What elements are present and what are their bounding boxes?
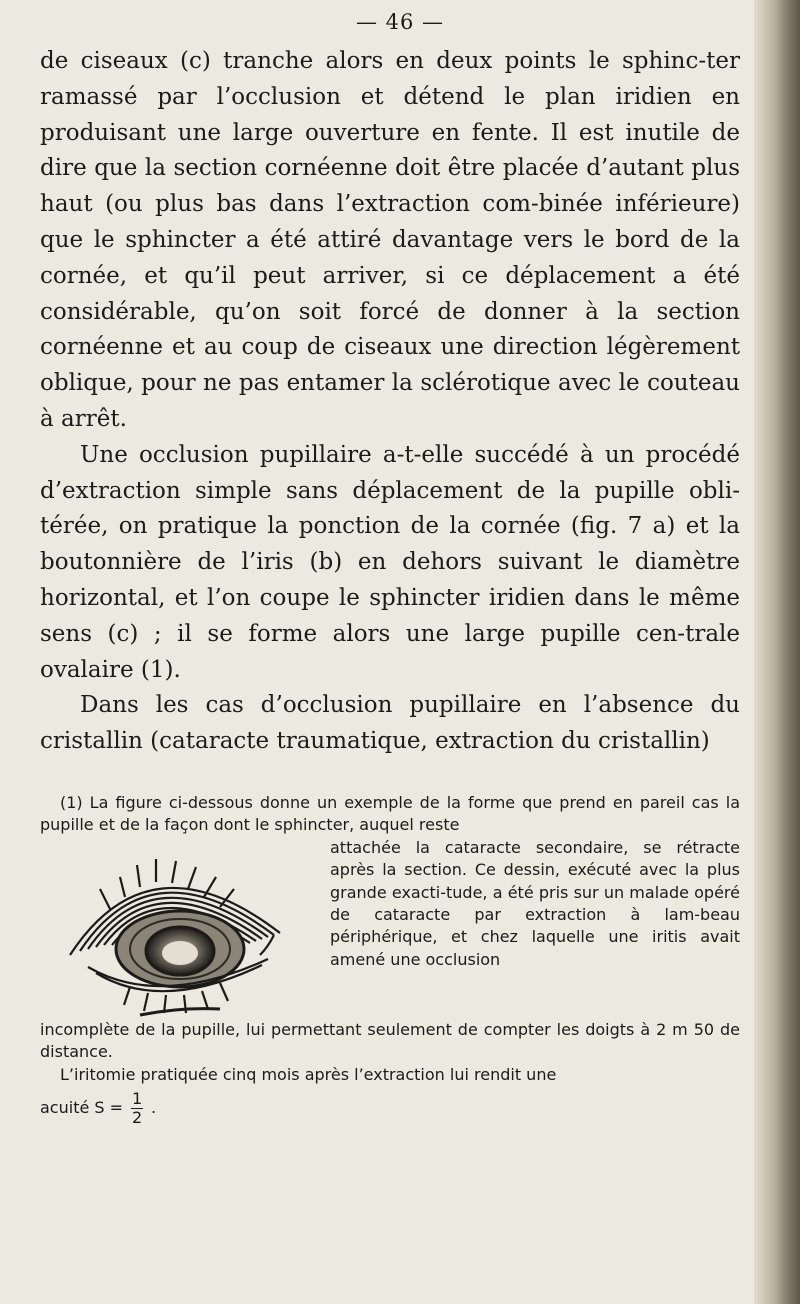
- footnote-continuation: incomplète de la pupille, lui permettant seulement de compter les doigts à 2 m 50 de distance.: [40, 1019, 740, 1062]
- eye-illustration-icon: [30, 837, 320, 1019]
- footnote: [40, 792, 740, 1127]
- acuity-fraction: [131, 1090, 143, 1127]
- footnote-second: L’iritomie pratiquée cinq mois après l’extraction lui rendit une: [60, 1064, 557, 1084]
- page-edge-shadow: [754, 0, 800, 1304]
- page-number: — 46 —: [355, 10, 445, 34]
- acuity-denominator: 2: [131, 1108, 143, 1128]
- paragraph-3: Dans les cas d’occlusion pupillaire en l’absence du cristallin (cataracte traumatique, extraction du cristallin): [40, 692, 740, 755]
- paragraph-1: de ciseaux (c) tranche alors en deux points le sphinc-ter ramassé par l’occlusion et détend le plan iridien en produisant une large ouverture en fente. Il est inutile de dire que la section cornéenne doit être placée d’autant plus haut (ou plus bas dans l’extraction com-binée inférieure) que le sphincter a été attiré davantage vers le bord de la cornée, et qu’il peut arriver, si ce déplacement a été considérable, qu’on soit forcé de donner à la section cornéenne et au coup de ciseaux une direction légèrement oblique, pour ne pas entamer la sclérotique avec le couteau à arrêt.: [40, 48, 740, 432]
- acuity-end: .: [151, 1098, 157, 1118]
- acuity-label: acuité S =: [40, 1098, 124, 1118]
- acuity-formula: [40, 1090, 740, 1127]
- footnote-wrapped-text: attachée la cataracte secondaire, se rétracte après la section. Ce dessin, exécuté avec la plus grande exacti-tude, a été pris sur un malade opéré de cataracte par extraction à lam-beau périphérique, et chez laquelle une iritis avait amené une occlusion: [330, 837, 740, 969]
- acuity-numerator: 1: [131, 1089, 143, 1109]
- main-text: [40, 44, 740, 760]
- footnote-intro: (1) La figure ci-dessous donne un exemple de la forme que prend en pareil cas la pupille et de la façon dont le sphincter, auquel reste: [40, 793, 740, 835]
- paragraph-2: Une occlusion pupillaire a-t-elle succédé à un procédé d’extraction simple sans déplacement de la pupille obli-térée, on pratique la ponction de la cornée (fig. 7 a) et la boutonnière de l’iris (b) en dehors suivant le diamètre horizontal, et l’on coupe le sphincter iridien dans le même sens (c) ; il se forme alors une large pupille cen-trale ovalaire (1).: [40, 441, 740, 683]
